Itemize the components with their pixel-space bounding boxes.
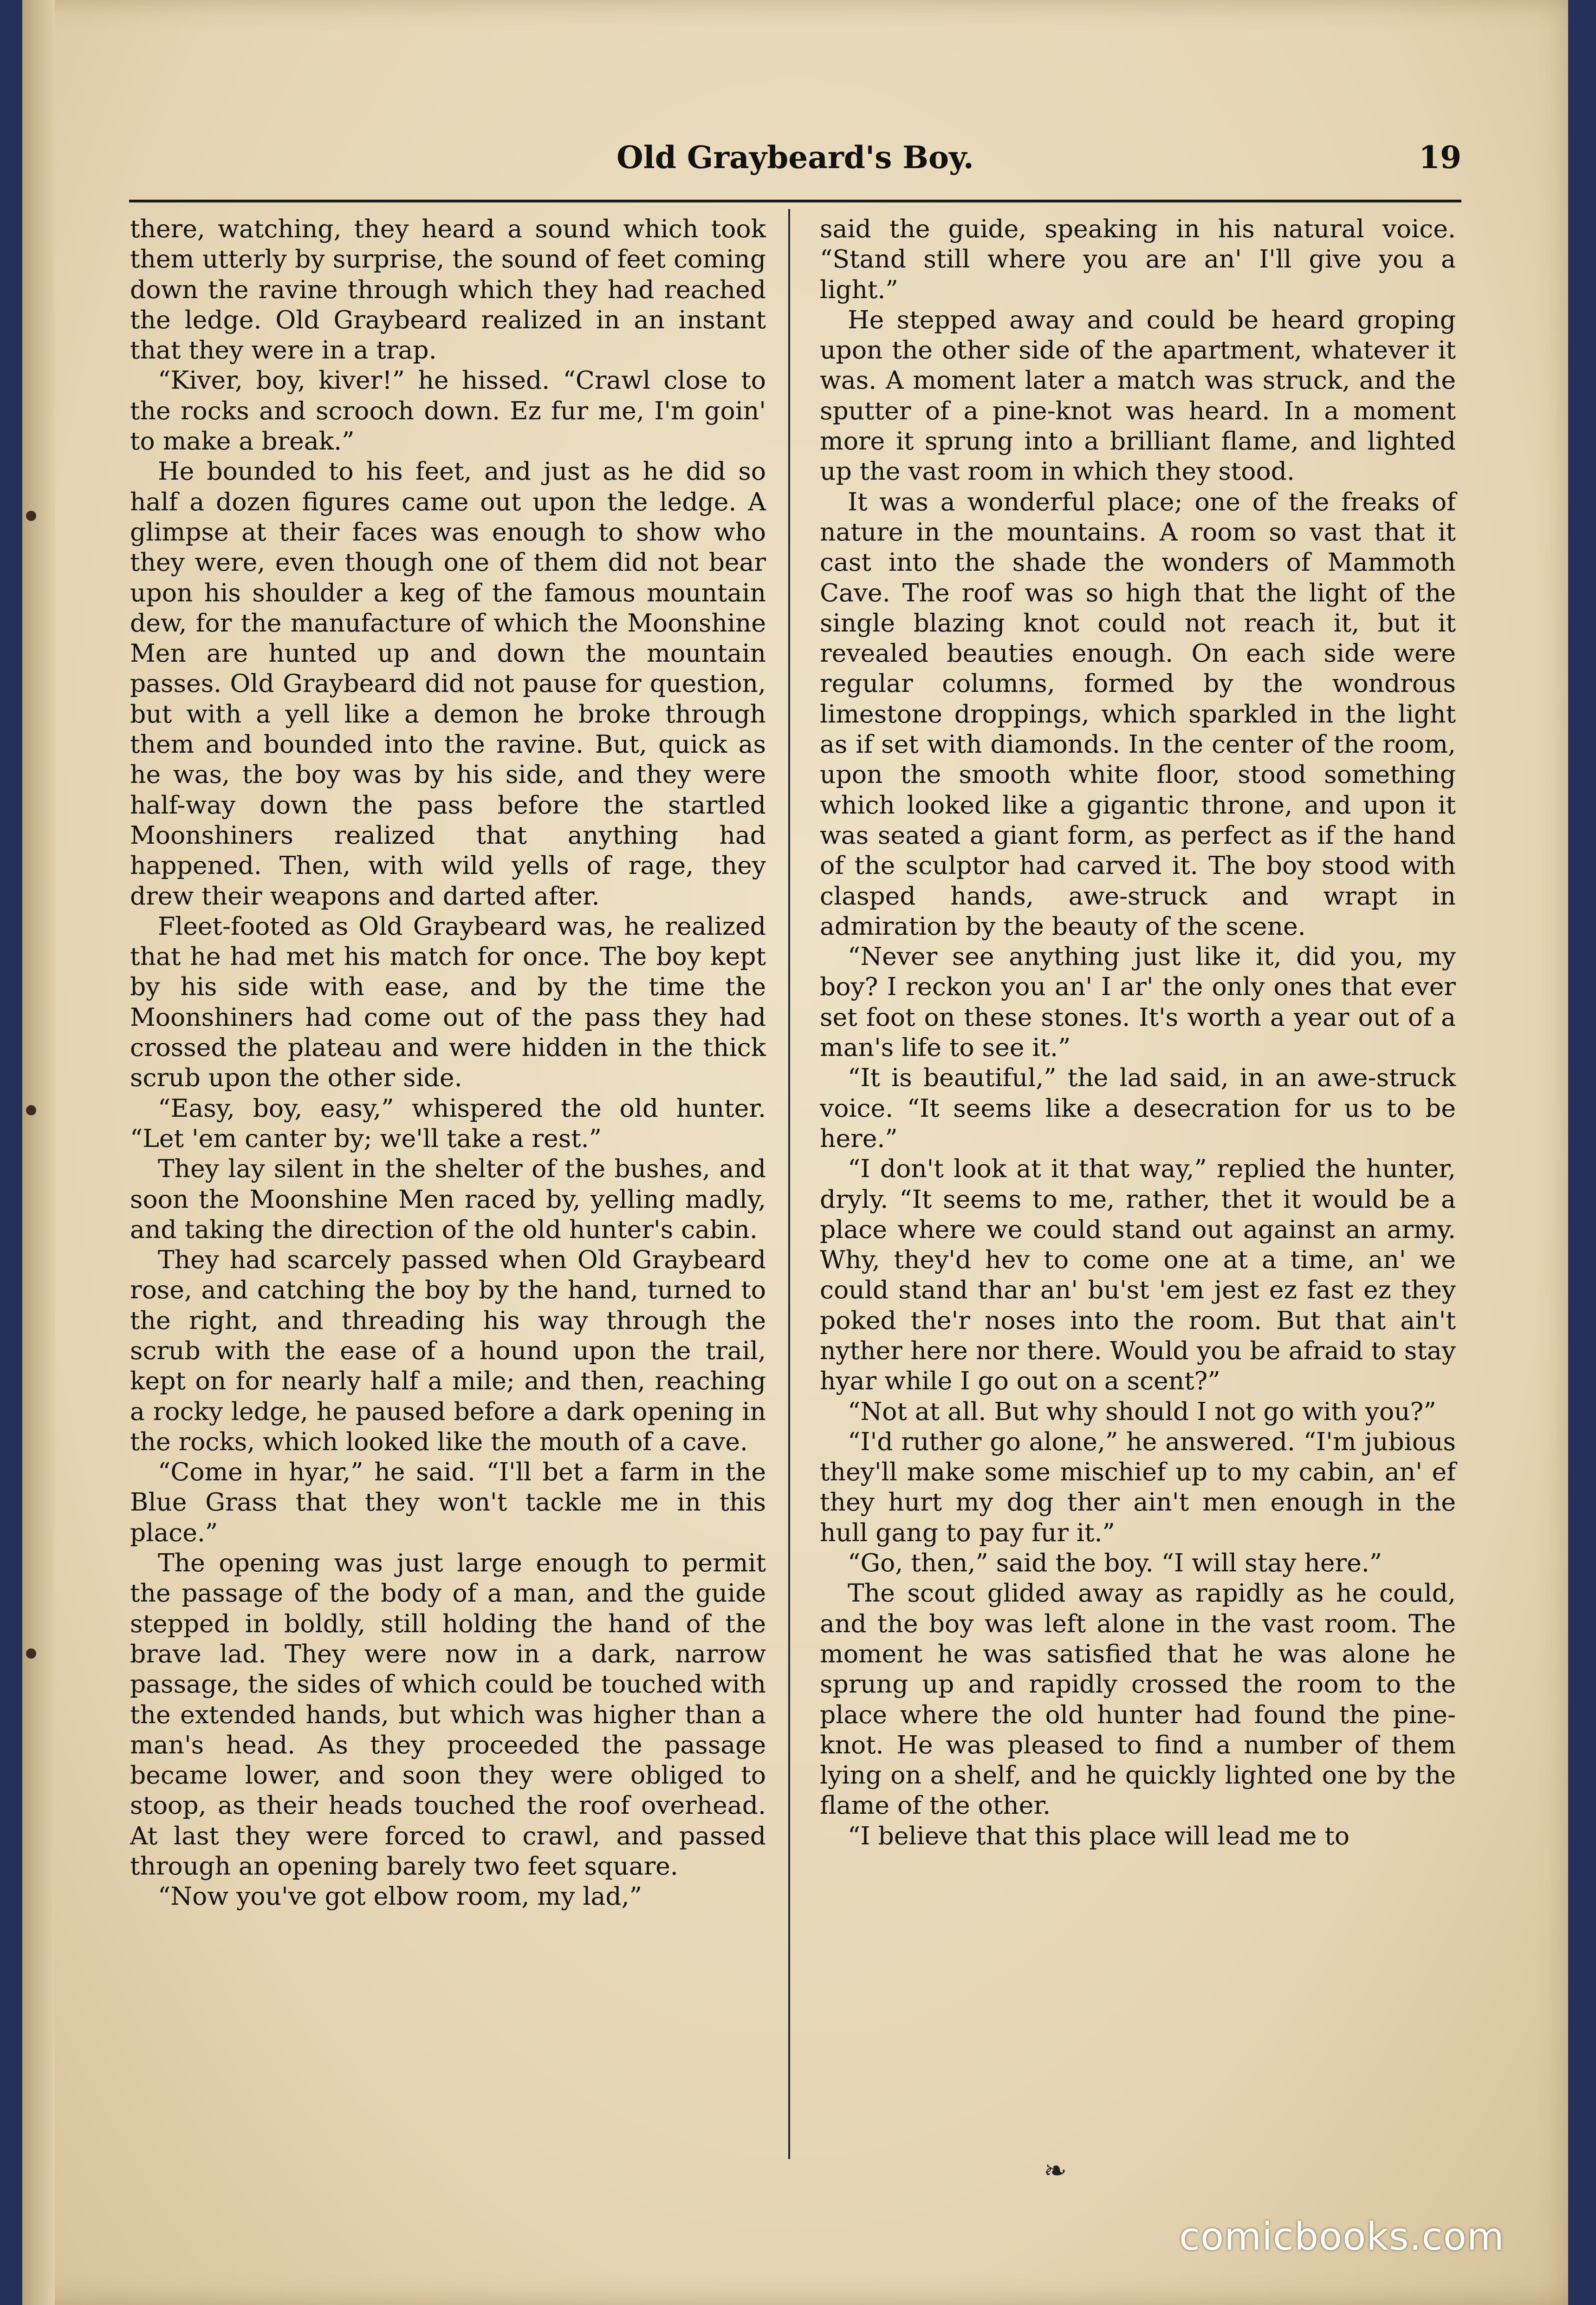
paragraph: “Never see anything just like it, did you, my boy? I reckon you an' I ar' the only ones that ever set foot on these stones. It's worth a year out of a man's life to see it.” — [820, 942, 1456, 1062]
paragraph: “Easy, boy, easy,” whispered the old hunter. “Let 'em canter by; we'll take a rest.” — [130, 1093, 766, 1153]
paragraph: “Kiver, boy, kiver!” he hissed. “Crawl close to the rocks and scrooch down. Ez fur me, I'm goin' to make a break.” — [130, 365, 766, 456]
binding-gutter — [22, 0, 55, 2305]
paragraph: “I'd ruther go alone,” he answered. “I'm jubious they'll make some mischief up to my cabin, an' ef they hurt my dog ther ain't men enough in the hull gang to pay fur it.” — [820, 1426, 1456, 1547]
paragraph: The scout glided away as rapidly as he could, and the boy was left alone in the vast room. The moment he was satisfied that he was alone he sprung up and rapidly crossed the room to the place where the old hunter had found the pine-knot. He was pleased to find a number of them lying on a shelf, and he quickly lighted one by the flame of the other. — [820, 1578, 1456, 1820]
left-column — [130, 214, 766, 1912]
paragraph: They lay silent in the shelter of the bushes, and soon the Moonshine Men raced by, yelling madly, and taking the direction of the old hunter's cabin. — [130, 1154, 766, 1244]
paragraph: there, watching, they heard a sound which took them utterly by surprise, the sound of feet coming down the ravine through which they had reached the ledge. Old Graybeard realized in an instant that they were in a trap. — [130, 214, 766, 365]
printed-page — [22, 0, 1568, 2305]
right-column — [820, 214, 1456, 1851]
printer-ornament-icon: ❧ — [1044, 2155, 1067, 2187]
site-watermark: comicbooks.com — [1179, 2215, 1505, 2259]
header-rule — [129, 200, 1461, 202]
paragraph: “Not at all. But why should I not go with you?” — [848, 1396, 1436, 1426]
paragraph: “I believe that this place will lead me to — [848, 1821, 1350, 1850]
page-number: 19 — [1419, 139, 1461, 176]
binding-hole-mark — [26, 511, 36, 521]
paragraph: “I don't look at it that way,” replied the hunter, dryly. “It seems to me, rather, thet it would be a place where we could stand out against an army. Why, they'd hev to come one at a time, an' we could stand thar an' bu'st 'em jest ez fast ez they poked the'r noses into the room. But that ain't nyther here nor there. Would you be afraid to stay hyar while I go out on a scent?” — [820, 1154, 1456, 1396]
paragraph: said the guide, speaking in his natural voice. “Stand still where you are an' I'll give you a light.” — [820, 214, 1456, 304]
running-title: Old Graybeard's Boy. — [616, 139, 974, 176]
paragraph: It was a wonderful place; one of the freaks of nature in the mountains. A room so vast that it cast into the shade the wonders of Mammoth Cave. The roof was so high that the light of the single blazing knot could not reach it, but it revealed beauties enough. On each side were regular columns, formed by the wondrous limestone droppings, which sparkled in the light as if set with diamonds. In the center of the room, upon the smooth white floor, stood something which looked like a gigantic throne, and upon it was seated a giant form, as perfect as if the hand of the sculptor had carved it. The boy stood with clasped hands, awe-struck and wrapt in admiration by the beauty of the scene. — [820, 487, 1456, 941]
paragraph: They had scarcely passed when Old Graybeard rose, and catching the boy by the hand, turned to the right, and threading his way through the scrub with the ease of a hound upon the trail, kept on for nearly half a mile; and then, reaching a rocky ledge, he paused before a dark opening in the rocks, which looked like the mouth of a cave. — [130, 1245, 766, 1456]
column-divider — [788, 209, 790, 2159]
paragraph: The opening was just large enough to permit the passage of the body of a man, and the guide stepped in boldly, still holding the hand of the brave lad. They were now in a dark, narrow passage, the sides of which could be touched with the extended hands, but which was higher than a man's head. As they proceeded the passage became lower, and soon they were obliged to stoop, as their heads touched the roof overhead. At last they were forced to crawl, and passed through an opening barely two feet square. — [130, 1548, 766, 1881]
paragraph: He stepped away and could be heard groping upon the other side of the apartment, whatever it was. A moment later a match was struck, and the sputter of a pine-knot was heard. In a moment more it sprung into a brilliant flame, and lighted up the vast room in which they stood. — [820, 305, 1456, 486]
binding-hole-mark — [26, 1105, 36, 1115]
paragraph: He bounded to his feet, and just as he did so half a dozen figures came out upon the ledge. A glimpse at their faces was enough to show who they were, even though one of them did not bear upon his shoulder a keg of the famous mountain dew, for the manufacture of which the Moonshine Men are hunted up and down the mountain passes. Old Graybeard did not pause for question, but with a yell like a demon he broke through them and bounded into the ravine. But, quick as he was, the boy was by his side, and they were half-way down the pass before the startled Moonshiners realized that anything had happened. Then, with wild yells of rage, they drew their weapons and darted after. — [130, 456, 766, 911]
binding-hole-mark — [26, 1648, 36, 1659]
page-header — [129, 139, 1461, 195]
paragraph: “Go, then,” said the boy. “I will stay here.” — [848, 1548, 1382, 1578]
paragraph: “It is beautiful,” the lad said, in an awe-struck voice. “It seems like a desecration for us to be here.” — [820, 1063, 1456, 1153]
paragraph: “Come in hyar,” he said. “I'll bet a farm in the Blue Grass that they won't tackle me in this place.” — [130, 1457, 766, 1547]
paragraph: “Now you've got elbow room, my lad,” — [158, 1882, 642, 1911]
paragraph: Fleet-footed as Old Graybeard was, he realized that he had met his match for once. The boy kept by his side with ease, and by the time the Moonshiners had come out of the pass they had crossed the plateau and were hidden in the thick scrub upon the other side. — [130, 911, 766, 1093]
